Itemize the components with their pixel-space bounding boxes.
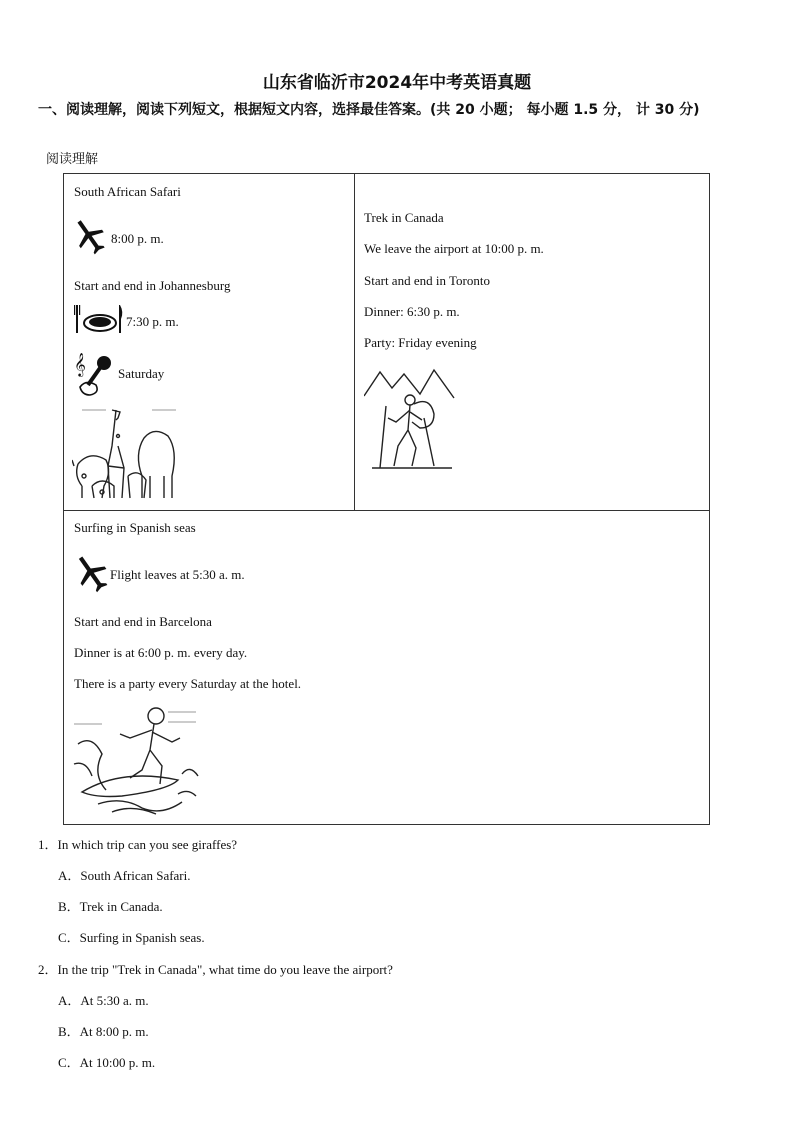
page-title: 山东省临沂市2024年中考英语真题 (262, 73, 532, 93)
option-2b[interactable]: B．At 8:00 p. m. (58, 1024, 149, 1039)
option-1a[interactable]: A．South African Safari. (58, 868, 191, 883)
ads-table (63, 173, 710, 825)
trek-title: Trek in Canada (364, 210, 444, 225)
trek-party: Party: Friday evening (364, 335, 477, 350)
surfing-flight-time: Flight leaves at 5:30 a. m. (110, 567, 245, 582)
airplane-icon (74, 216, 106, 258)
hiker-image (364, 366, 456, 472)
question-number: 2． (38, 962, 58, 977)
safari-dinner-time: 7:30 p. m. (126, 314, 179, 329)
safari-flight-time: 8:00 p. m. (111, 231, 164, 246)
safari-animals-image (72, 406, 182, 504)
option-2a[interactable]: A．At 5:30 a. m. (58, 993, 149, 1008)
surfer-image (72, 704, 202, 818)
table-divider-vertical (354, 174, 355, 510)
safari-party-day: Saturday (118, 366, 165, 381)
surfing-title: Surfing in Spanish seas (74, 520, 196, 535)
trek-dinner-time: Dinner: 6:30 p. m. (364, 304, 460, 319)
section-instruction: 一、阅读理解，阅读下列短文，根据短文内容，选择最佳答案。(共 20 小题； 每小题 1.5 分， 计 30 分) (38, 102, 700, 118)
surfing-dinner-time: Dinner is at 6:00 p. m. every day. (74, 645, 248, 660)
microphone-music-icon (74, 351, 116, 397)
safari-title: South African Safari (74, 184, 181, 199)
reading-subheading: 阅读理解 (46, 152, 99, 167)
table-divider-horizontal (64, 510, 709, 511)
trek-flight-time: We leave the airport at 10:00 p. m. (364, 241, 544, 256)
surfing-route: Start and end in Barcelona (74, 614, 212, 629)
airplane-icon (74, 552, 110, 596)
trek-route: Start and end in Toronto (364, 273, 490, 288)
question-text: In the trip "Trek in Canada", what time do you leave the airport? (57, 962, 393, 977)
question-2 (38, 959, 393, 978)
option-2c[interactable]: C．At 10:00 p. m. (58, 1055, 156, 1070)
safari-route: Start and end in Johannesburg (74, 278, 231, 293)
option-1c[interactable]: C．Surfing in Spanish seas. (58, 930, 205, 945)
question-text: In which trip can you see giraffes? (57, 837, 238, 852)
question-number: 1． (38, 837, 58, 852)
option-1b[interactable]: B．Trek in Canada. (58, 899, 163, 914)
dinner-plate-icon (74, 302, 126, 336)
svg-text:𝄞: 𝄞 (74, 352, 86, 376)
surfing-party: There is a party every Saturday at the hotel. (74, 676, 302, 691)
question-1 (38, 834, 237, 853)
